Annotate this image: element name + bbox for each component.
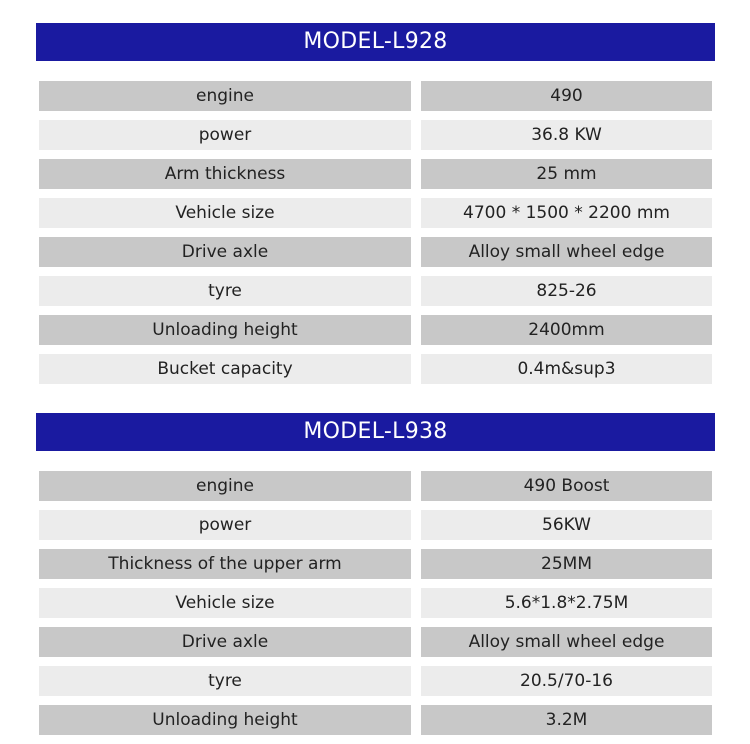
spec-value: 25 mm: [421, 159, 712, 189]
spec-rows: [36, 81, 715, 393]
spec-row-unloading-height: [36, 315, 715, 354]
spec-row-drive-axle: [36, 627, 715, 666]
spec-label: Unloading height: [39, 315, 411, 345]
spec-label: tyre: [39, 276, 411, 306]
spec-row-unloading-height: [36, 705, 715, 744]
spec-label: Arm thickness: [39, 159, 411, 189]
spec-label: Vehicle size: [39, 198, 411, 228]
spec-label: tyre: [39, 666, 411, 696]
spec-value: 3.2M: [421, 705, 712, 735]
spec-label: Vehicle size: [39, 588, 411, 618]
spec-label: Drive axle: [39, 627, 411, 657]
spec-row-engine: [36, 471, 715, 510]
spec-value: Alloy small wheel edge: [421, 237, 712, 267]
spec-value: 490 Boost: [421, 471, 712, 501]
spec-label: engine: [39, 81, 411, 111]
spec-row-engine: [36, 81, 715, 120]
spec-value: Alloy small wheel edge: [421, 627, 712, 657]
spec-rows: [36, 471, 715, 744]
spec-value: 825-26: [421, 276, 712, 306]
spec-value: 0.4m&sup3: [421, 354, 712, 384]
spec-row-vehicle-size: [36, 588, 715, 627]
model-title: MODEL-L938: [36, 413, 715, 451]
spec-value: 20.5/70-16: [421, 666, 712, 696]
spec-label: engine: [39, 471, 411, 501]
spec-value: 5.6*1.8*2.75M: [421, 588, 712, 618]
spec-label: power: [39, 120, 411, 150]
spec-row-vehicle-size: [36, 198, 715, 237]
spec-row-arm-thickness: [36, 159, 715, 198]
spec-row-drive-axle: [36, 237, 715, 276]
spec-row-power: [36, 120, 715, 159]
spec-value: 4700 * 1500 * 2200 mm: [421, 198, 712, 228]
spec-label: Bucket capacity: [39, 354, 411, 384]
spec-label: Drive axle: [39, 237, 411, 267]
model-title: MODEL-L928: [36, 23, 715, 61]
spec-value: 56KW: [421, 510, 712, 540]
spec-row-bucket-capacity: [36, 354, 715, 393]
spec-row-power: [36, 510, 715, 549]
spec-row-tyre: [36, 666, 715, 705]
spec-value: 36.8 KW: [421, 120, 712, 150]
spec-value: 25MM: [421, 549, 712, 579]
spec-label: Unloading height: [39, 705, 411, 735]
spec-row-tyre: [36, 276, 715, 315]
spec-label: power: [39, 510, 411, 540]
spec-value: 490: [421, 81, 712, 111]
spec-row-upper-arm-thickness: [36, 549, 715, 588]
spec-value: 2400mm: [421, 315, 712, 345]
spec-label: Thickness of the upper arm: [39, 549, 411, 579]
